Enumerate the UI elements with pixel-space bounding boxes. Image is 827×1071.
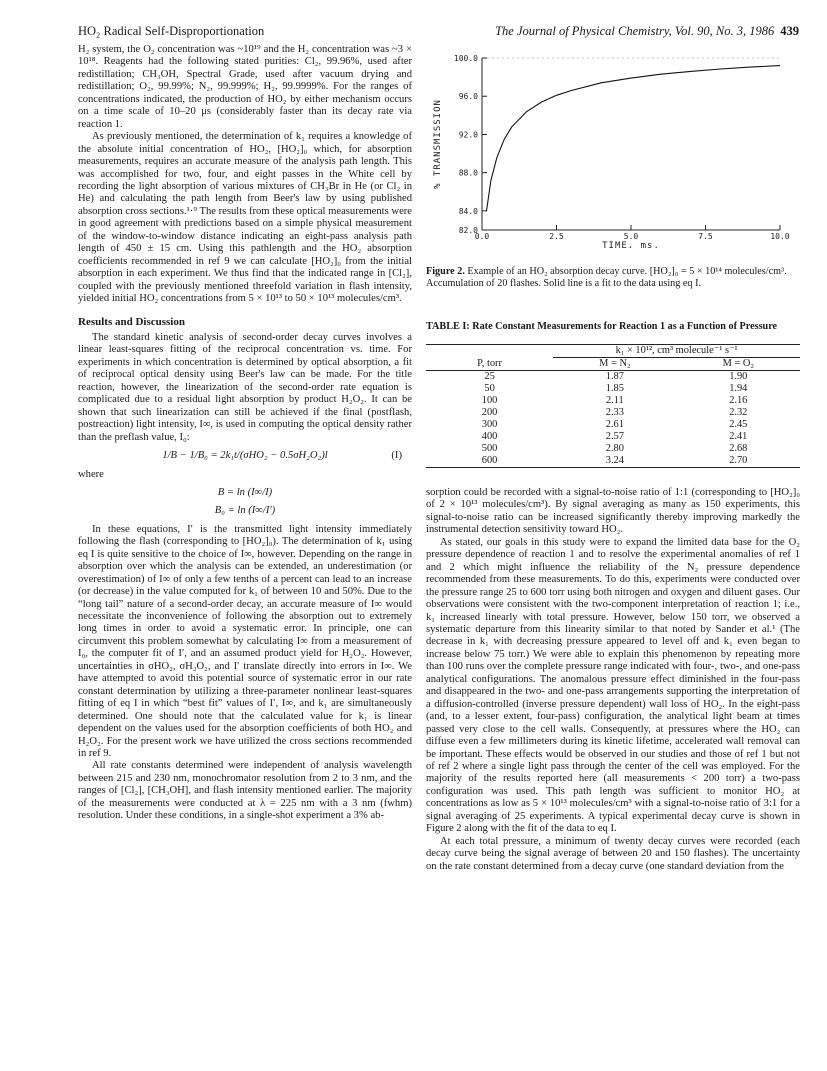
- equation-number: (I): [391, 450, 402, 462]
- cell-pressure: 25: [484, 371, 495, 382]
- paragraph: In these equations, I′ is the transmitted light intensity immediately following the flash (corresponding to [HO₂]₀). The determination of k₁ using eq I is quite sensitive to the choice of I∞, however. Depending on the range in absorption over which the analysis can be extended, an underestimation (or overestimation) of I∞ of only a few tenths of a percent can lead to an increase (or decrease) in the value computed for k₁ of between 10 and 50%. Due to the “long tail” nature of a second-order decay, an accurate measure of I∞ would necessitate the inconvenience of following the absorption out to extremely long times in order to avoid a systematic error. In principle, one can circumvent this problem somewhat by calculating I∞ from a measurement of I₀, the computer fit of I′, and an assumed product yield for H₂O₂. However, uncertainties in σHO₂, σH₂O₂, and I′ translate directly into errors in I∞. We have attempted to avoid this potential source of systematic error in our rate constant determination by utilizing a three-parameter nonlinear least-squares fitting of eq I in which “best fit” values of I′, I∞, and k₁ are simultaneously determined. One should note that the calculated value for k₁ is linear dependent on the values used for the absorption coefficients of both HO₂ and H₂O₂. For the present work we have utilized the cross sections recommended in ref 9.: [78, 523, 412, 760]
- cell-k1-o2: 2.45: [729, 419, 748, 430]
- paragraph: As stated, our goals in this study were to expand the limited data base for the O₂ pressure dependence of reaction 1 and to resolve the experimental anomalies of ref 1 and 2 which might influence the reliability of the N₂ pressure dependence recommended from these measurements. To do this, experiments were conducted over the pressure range 25 to 600 torr using both nitrogen and oxygen and diluent gases. Our observations were consistent with the two-component interpretation of reaction 1; i.e., k₁ increased linearly with total pressure. However, below 150 torr, we observed a systematic departure from this linearity similar to that noted by Sander et al.¹ (The decrease in k₁ with decreasing pressure appeared to level off and k₁ even began to increase below 75 torr.) We were able to explain this phenomenon by repeating more than 100 runs over the complete pressure range indicated with four-, two-, and one-pass analytical configurations. The anomalous pressure effect diminished in the four-pass and disappeared in the two- and one-pass arrangements supporting the interpretation of a diffusion-controlled (inverse pressure dependent) wall loss of HO₂. In the eight-pass (and, to a lesser extent, four-pass) configuration, the analytical light beam at times passed very close to the cell walls. Consequently, at pressures where the HO₂ can diffuse even a few millimeters during its kinetic lifetime, accelerated wall removal can be important. These effects would be observed in our studies and those of ref 1 but not of ref 2 where a single light pass through the center of the cell was employed. For the majority of the results reported here (all measurements < 200 torr) a two-pass configuration was used. This path length was sufficient to monitor HO₂ at concentrations as low as 5 × 10¹³ molecules/cm³ with a signal-to-noise ratio of 3:1 for a signal averaging of 25 experiments. A typical experimental decay curve is shown in Figure 2 along with the fit of the data to eq I.: [426, 536, 800, 835]
- left-column: [78, 44, 412, 823]
- cell-k1-n2: 2.61: [605, 419, 624, 430]
- y-tick-label: 96.0: [458, 92, 478, 102]
- cell-pressure: 50: [484, 383, 495, 394]
- cell-k1-o2: 2.16: [729, 395, 748, 406]
- cell-k1-n2: 2.33: [605, 407, 624, 418]
- table-header-pressure: P, torr: [477, 357, 502, 369]
- table-header-o2: M = O₂: [722, 358, 754, 369]
- cell-pressure: 100: [481, 395, 498, 406]
- cell-pressure: 500: [481, 443, 498, 454]
- table-row: [426, 383, 800, 395]
- cell-k1-o2: 2.70: [729, 455, 748, 466]
- table-row: [426, 431, 800, 443]
- where-label: where: [78, 468, 104, 480]
- cell-k1-n2: 1.87: [605, 371, 624, 382]
- caption-label: Figure 2.: [426, 266, 465, 277]
- table-group-header: k₁ × 10¹², cm³ molecule⁻¹ s⁻¹: [553, 345, 800, 358]
- cell-k1-n2: 2.80: [605, 443, 624, 454]
- decay-chart: [426, 48, 800, 248]
- cell-pressure: 600: [481, 455, 498, 466]
- x-tick-label: 7.5: [698, 232, 713, 241]
- rate-constant-table: [426, 344, 800, 468]
- paragraph: sorption could be recorded with a signal-to-noise ratio of 1:1 (corresponding to [HO₂]₀ of 2 × 10¹³ molecules/cm³). By signal averaging as many as 150 experiments, this signal-to-noise ratio can be increased significantly thereby improving markedly the instrumental detection sensitivity toward HO₂.: [426, 487, 800, 536]
- table-row: [426, 407, 800, 419]
- figure-2: [426, 48, 800, 248]
- cell-k1-o2: 1.94: [729, 383, 748, 394]
- figure-caption: [426, 266, 800, 290]
- cell-k1-o2: 1.90: [729, 371, 748, 382]
- cell-k1-n2: 3.24: [605, 455, 624, 466]
- y-tick-label: 100.0: [453, 54, 478, 63]
- cell-pressure: 300: [481, 419, 498, 430]
- section-heading: Results and Discussion: [78, 315, 185, 328]
- table-row: [426, 371, 800, 384]
- journal-header: [495, 24, 799, 39]
- cell-k1-o2: 2.32: [729, 407, 748, 418]
- x-tick-label: 0.0: [474, 232, 490, 241]
- x-tick-label: 5.0: [623, 232, 639, 241]
- table-header-n2: M = N₂: [599, 358, 631, 369]
- y-tick-label: 82.0: [458, 226, 478, 235]
- page-number: 439: [780, 24, 799, 38]
- decay-fit-line: [487, 66, 781, 211]
- journal-citation: The Journal of Physical Chemistry, Vol. 90, No. 3, 1986: [495, 24, 775, 38]
- table-caption: TABLE I: Rate Constant Measurements for Reaction 1 as a Function of Pressure: [426, 321, 778, 332]
- equation-b: B = ln (I∞/I): [217, 486, 273, 498]
- equation-1: [78, 450, 412, 462]
- y-axis-label: % TRANSMISSION: [433, 99, 443, 189]
- y-tick-label: 84.0: [458, 206, 478, 216]
- paragraph: The standard kinetic analysis of second-order decay curves involves a linear least-squares fitting of the reciprocal concentration vs. time. For experiments in which concentration is determined by optical absorption, a fit of reciprocal optical density using Beer's law can be made. For the title reaction, however, the linearization of the second-order rate equation is complicated due to a residual light absorption by product H₂O₂. It can be shown that such linearization can still be achieved if the final (postflash, postreaction) light intensity, I∞, is used in computing the optical density rather than the preflash value, I₀:: [78, 331, 412, 443]
- right-column: [426, 487, 800, 873]
- cell-k1-n2: 1.85: [605, 383, 624, 394]
- cell-k1-n2: 2.11: [605, 395, 624, 406]
- table-row: [426, 395, 800, 407]
- table-row: [426, 443, 800, 455]
- paragraph: All rate constants determined were independent of analysis wavelength between 215 and 230 nm, monochromator resolution from 2 to 3 nm, and the ranges of [Cl₂], [CH₃OH], and flash intensity mentioned earlier. The majority of the measurements were conducted at λ = 225 nm with a 3 nm (fwhm) resolution. Under these conditions, in a single-shot experiment a 3% ab-: [78, 760, 412, 822]
- paragraph: At each total pressure, a minimum of twenty decay curves were recorded (each decay curve being the signal average of between 20 and 150 flashes). The uncertainty on the rate constant determined from a decay curve (one standard deviation from the: [426, 835, 800, 872]
- cell-pressure: 400: [481, 431, 498, 442]
- equation-b0: B₀ = ln (I∞/I′): [214, 505, 276, 517]
- table-row: [426, 455, 800, 468]
- cell-pressure: 200: [481, 407, 498, 418]
- cell-k1-n2: 2.57: [605, 431, 624, 442]
- equation-text: 1/B − 1/B₀ = 2k₁t/(σHO₂ − 0.5σH₂O₂)l: [162, 450, 328, 462]
- x-tick-label: 2.5: [549, 232, 564, 241]
- x-axis-label: TIME, ms.: [602, 241, 660, 248]
- paragraph: As previously mentioned, the determination of k₁ requires a knowledge of the absolute initial concentration of HO₂, [HO₂]₀ which, for absorption measurements, requires an accurate measure of the analysis path length. This was accomplished for two, four, and eight passes in the White cell by recording the light absorption of various mixtures of CH₃Br in He (or Cl₂ in He) and calculating the path length from Beer's law by using published absorption cross sections.¹·⁹ The results from these optical measurements were in good agreement with predictions based on a simple physical measurement of the window-to-window distance indicating an eight-pass analysis path length of 450 ± 15 cm. Using this pathlength and the HO₂ absorption coefficients recommended in ref 9 we can calculate [HO₂]₀ from the initial absorption in each experiment. We thus find that the indicated range in [Cl₂], coupled with the previously mentioned threefold variation in flash intensity, yielded initial HO₂ concentrations from 5 × 10¹³ to 50 × 10¹³ molecules/cm³.: [78, 131, 412, 305]
- cell-k1-o2: 2.68: [729, 443, 748, 454]
- y-tick-label: 88.0: [458, 168, 478, 178]
- y-tick-label: 92.0: [458, 130, 478, 140]
- running-header: HO₂ Radical Self-Disproportionation: [78, 24, 265, 38]
- x-tick-label: 10.0: [770, 232, 790, 241]
- table-row: [426, 419, 800, 431]
- paragraph: H₂ system, the O₂ concentration was ~10¹⁹ and the H₂ concentration was ~3 × 10¹⁸. Reagents had the following stated purities: Cl₂, 99.96%, used after redistillation; CH₃OH, Spectral Grade, used after vacuum drying and redistillation; O₂, 99.99%; N₂, 99.999%; H₂, 99.9999%. For the ranges of concentrations indicated, the production of HO₂ by either mechanism occurs on a time scale of 10–20 μs (considerably faster than its decay rate via reaction 1.: [78, 44, 412, 130]
- cell-k1-o2: 2.41: [729, 431, 748, 442]
- caption-text: Example of an HO₂ absorption decay curve. [HO₂]₀ = 5 × 10¹⁴ molecules/cm³. Accumulation of 20 flashes. Solid line is a fit to the data using eq I.: [426, 266, 787, 289]
